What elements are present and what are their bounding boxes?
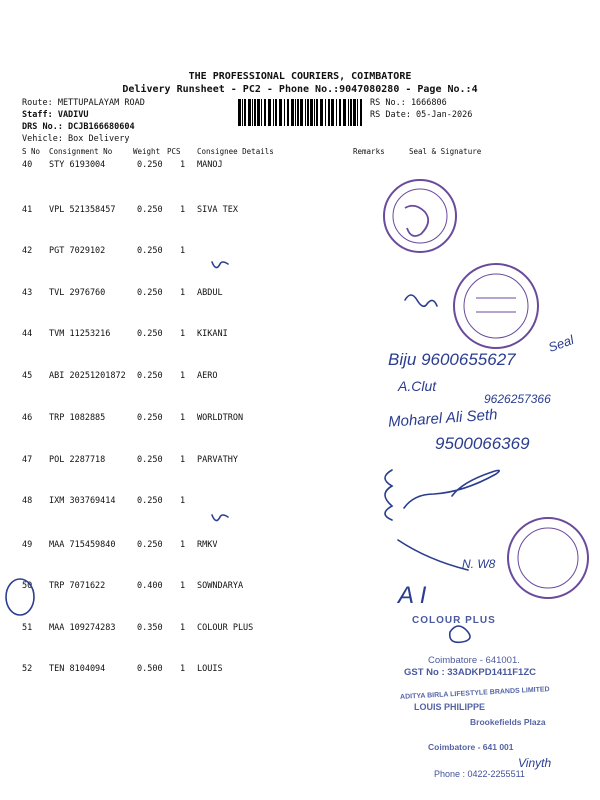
barcode-bar (320, 99, 323, 126)
row-consignee: PARVATHY (197, 455, 238, 465)
row-consignment: TVL 2976760 (49, 288, 106, 298)
barcode-bar (295, 99, 296, 126)
row-sno: 43 (22, 288, 33, 298)
row-sno: 51 (22, 623, 33, 633)
row-sno: 44 (22, 329, 33, 339)
barcode-bar (248, 99, 251, 126)
barcode-bar (254, 99, 256, 126)
table-row (0, 205, 600, 219)
row-weight: 0.250 (137, 496, 163, 506)
row-pcs: 1 (180, 329, 186, 339)
row-consignment: ABI 20251201872 (49, 371, 126, 381)
route-label: Route: METTUPALAYAM ROAD (22, 98, 145, 108)
row-weight: 0.250 (137, 455, 163, 465)
handwritten-note: 9500066369 (435, 434, 530, 453)
column-header-consignment: Consignment No (49, 147, 113, 156)
barcode-bar (284, 99, 285, 126)
barcode-bar (244, 99, 246, 126)
row-sno: 49 (22, 540, 33, 550)
barcode-bar (300, 99, 303, 126)
rs-number: RS No.: 1666806 (370, 98, 447, 108)
row-weight: 0.250 (137, 288, 163, 298)
barcode-bar (238, 99, 241, 126)
handwritten-note: Biju 9600655627 (388, 350, 516, 369)
runsheet-subtitle: Delivery Runsheet - PC2 - Phone No.:9047080280 - Page No.:4 (122, 84, 478, 95)
signature (212, 262, 228, 268)
barcode-bar (291, 99, 294, 126)
column-header-consignee: Consignee Details (197, 147, 274, 156)
row-pcs: 1 (180, 246, 186, 256)
row-weight: 0.500 (137, 664, 163, 674)
row-consignment: MAA 109274283 (49, 623, 116, 633)
row-consignee: ABDUL (197, 288, 223, 298)
barcode-bar (328, 99, 330, 126)
row-pcs: 1 (180, 160, 186, 170)
row-pcs: 1 (180, 664, 186, 674)
row-pcs: 1 (180, 413, 186, 423)
table-row (0, 496, 600, 510)
row-weight: 0.250 (137, 413, 163, 423)
column-header-pcs: PCS (167, 147, 181, 156)
handwritten-note: Vinyth (518, 756, 552, 770)
barcode (238, 99, 364, 126)
row-weight: 0.250 (137, 329, 163, 339)
row-pcs: 1 (180, 496, 186, 506)
barcode-bar (264, 99, 266, 126)
handwritten-note: 9626257366 (484, 392, 551, 406)
column-header-seal: Seal & Signature (409, 147, 482, 156)
table-row (0, 329, 600, 343)
table-row (0, 540, 600, 554)
row-weight: 0.350 (137, 623, 163, 633)
row-sno: 48 (22, 496, 33, 506)
stamp-text: Brookefields Plaza (470, 717, 546, 727)
handwritten-note: A I (398, 582, 427, 609)
brace-mark (385, 470, 392, 520)
handwritten-note: N. W8 (462, 557, 496, 571)
row-consignment: VPL 521358457 (49, 205, 116, 215)
row-consignment: TVM 11253216 (49, 329, 111, 339)
row-consignment: STY 6193004 (49, 160, 106, 170)
barcode-bar (307, 99, 309, 126)
table-row (0, 371, 600, 385)
barcode-bar (350, 99, 352, 126)
row-pcs: 1 (180, 623, 186, 633)
barcode-bar (343, 99, 346, 126)
barcode-bar (252, 99, 253, 126)
row-consignee: AERO (197, 371, 218, 381)
row-pcs: 1 (180, 288, 186, 298)
row-consignee: MANOJ (197, 160, 223, 170)
stamp-text: Coimbatore - 641001. (428, 655, 520, 666)
barcode-bar (316, 99, 318, 126)
stamp-text: GST No : 33ADKPD1411F1ZC (404, 667, 536, 678)
table-row (0, 160, 600, 174)
row-consignee: KIKANI (197, 329, 228, 339)
stamp-text: Coimbatore - 641 001 (428, 742, 514, 752)
handwritten-note: Moharel Ali Seth (387, 406, 498, 431)
staff-label: Staff: VADIVU (22, 110, 89, 120)
barcode-bar (325, 99, 326, 126)
row-consignment: TEN 8104094 (49, 664, 106, 674)
row-consignee: WORLDTRON (197, 413, 244, 423)
row-consignment: TRP 7071622 (49, 581, 106, 591)
barcode-bar (331, 99, 334, 126)
row-weight: 0.250 (137, 246, 163, 256)
barcode-bar (273, 99, 274, 126)
row-consignment: PGT 7029102 (49, 246, 106, 256)
barcode-bar (257, 99, 260, 126)
row-pcs: 1 (180, 455, 186, 465)
row-consignment: POL 2287718 (49, 455, 106, 465)
barcode-bar (348, 99, 349, 126)
row-consignee: COLOUR PLUS (197, 623, 254, 633)
row-sno: 47 (22, 455, 33, 465)
row-consignee: RMKV (197, 540, 218, 550)
stamp-text: Phone : 0422-2255511 (434, 769, 525, 779)
column-header-remarks: Remarks (353, 147, 385, 156)
handwritten-note: A.Clut (398, 378, 437, 394)
stamp-text: LOUIS PHILIPPE (414, 702, 486, 712)
drs-number: DRS No.: DCJB166680604 (22, 122, 135, 132)
barcode-bar (287, 99, 289, 126)
barcode-bar (353, 99, 356, 126)
stamp-text: COLOUR PLUS (412, 615, 496, 626)
row-consignee: SIVA TEX (197, 205, 238, 215)
row-pcs: 1 (180, 581, 186, 591)
barcode-bar (242, 99, 243, 126)
barcode-bar (261, 99, 262, 126)
row-sno: 42 (22, 246, 33, 256)
column-header-sno: S No (22, 147, 41, 156)
barcode-bar (297, 99, 299, 126)
table-row (0, 246, 600, 260)
barcode-bar (310, 99, 313, 126)
vehicle-label: Vehicle: Box Delivery (22, 134, 130, 144)
table-row (0, 288, 600, 302)
table-row (0, 581, 600, 595)
row-pcs: 1 (180, 371, 186, 381)
row-consignee: SOWNDARYA (197, 581, 244, 591)
row-pcs: 1 (180, 205, 186, 215)
handwritten-note: Seal (546, 332, 576, 355)
row-consignment: IXM 303769414 (49, 496, 116, 506)
barcode-bar (339, 99, 341, 126)
row-weight: 0.250 (137, 540, 163, 550)
table-row (0, 455, 600, 469)
barcode-bar (279, 99, 282, 126)
row-weight: 0.250 (137, 160, 163, 170)
stamp-text: ADITYA BIRLA LIFESTYLE BRANDS LIMITED (399, 686, 550, 701)
row-sno: 41 (22, 205, 33, 215)
row-sno: 50 (22, 581, 33, 591)
row-sno: 40 (22, 160, 33, 170)
row-weight: 0.250 (137, 371, 163, 381)
row-consignee: LOUIS (197, 664, 223, 674)
rs-date: RS Date: 05-Jan-2026 (370, 110, 473, 120)
row-sno: 45 (22, 371, 33, 381)
signature (212, 515, 228, 521)
barcode-bar (357, 99, 358, 126)
row-sno: 46 (22, 413, 33, 423)
row-weight: 0.250 (137, 205, 163, 215)
row-pcs: 1 (180, 540, 186, 550)
barcode-bar (360, 99, 362, 126)
barcode-bar (268, 99, 271, 126)
row-consignment: MAA 715459840 (49, 540, 116, 550)
table-row (0, 413, 600, 427)
column-header-weight: Weight (133, 147, 161, 156)
runsheet-title: THE PROFESSIONAL COURIERS, COIMBATORE (188, 71, 412, 82)
barcode-bar (336, 99, 337, 126)
row-weight: 0.400 (137, 581, 163, 591)
barcode-bar (314, 99, 315, 126)
row-consignment: TRP 1082885 (49, 413, 106, 423)
barcode-bar (305, 99, 306, 126)
row-sno: 52 (22, 664, 33, 674)
table-row (0, 623, 600, 637)
barcode-bar (275, 99, 277, 126)
